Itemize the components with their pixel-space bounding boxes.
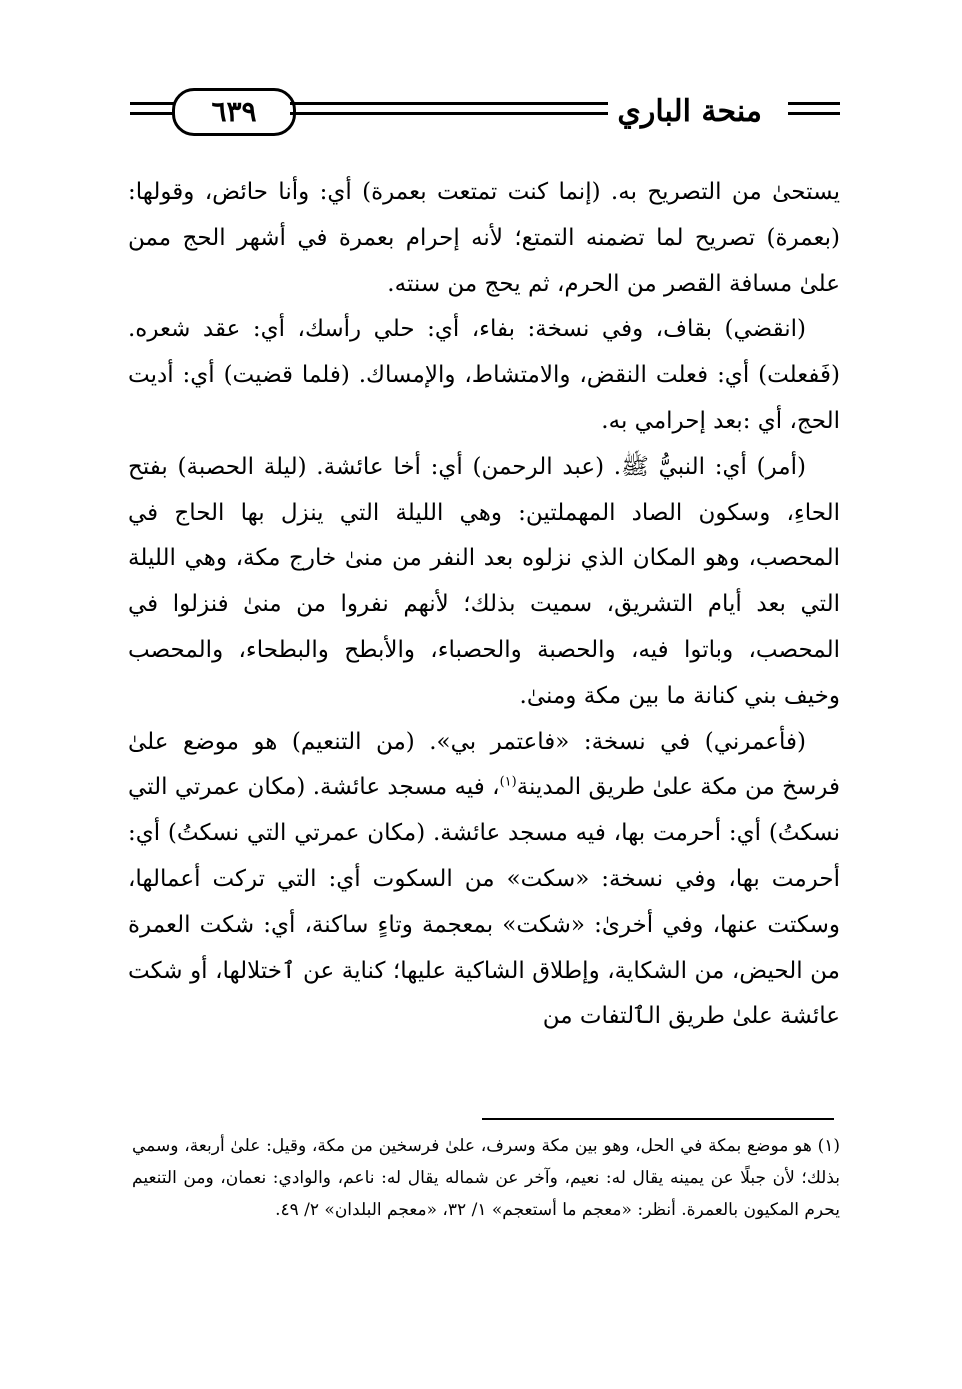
paragraph-4-part-1: (فأعمرني) في نسخة: «فاعتمر بي». (من التنعيم) هو موضع علىٰ فرسخ من مكة علىٰ طريق المدينة (128, 728, 840, 801)
paragraph-2: (انقضي) بقاف، وفي نسخة: بفاء، أي: حلي رأسك، أي: عقد شعره. (فَفعلت) أي: فعلت النقض، والامتشاط، والإمساك. (فلما قضيت) أي: أديت الحج، أي :بعد إحرامي به. (128, 316, 840, 434)
header-rule-left-outer (130, 112, 174, 115)
footnote-reference: (١) (499, 774, 517, 790)
running-header (130, 88, 840, 144)
header-rule-right (788, 102, 840, 105)
paragraph-4 (128, 720, 840, 1041)
header-rule-left-outer (130, 102, 174, 105)
header-rule-middle (290, 102, 608, 105)
paragraph-1: يستحىٰ من التصريح به. (إنما كنت تمتعت بعمرة) أي: وأنا حائض، وقولها: (بعمرة) تصريح لما تضمنه التمتع؛ لأنه إحرام بعمرة في أشهر الحج ممن علىٰ مسافة القصر من الحرم، ثم يحج من سنته. (128, 179, 840, 297)
footnote (132, 1130, 840, 1226)
footnote-separator (482, 1118, 834, 1120)
main-text (128, 170, 840, 1040)
page-number-text: ٦٣٩ (211, 95, 257, 128)
book-title: منحة الباري (617, 94, 762, 129)
header-rule-right (788, 112, 840, 115)
paragraph-4-part-2: ، فيه مسجد عائشة. (مكان عمرتي التي نسكتُ) أي: أحرمت بها، فيه مسجد عائشة. (مكان عمرتي التي نسكتُ) أي: أحرمت بها، وفي نسخة: «سكت» من السكوت أي: التي تركت أعمالها، وسكتت عنها، وفي أخرىٰ: «شكت» بمعجمة وتاءٍ ساكنة، أي: شكت العمرة من الحيض، من الشكاية، وإطلاق الشاكية عليها؛ كناية عن ٱختلالها، أو شكت عائشة علىٰ طريق الٱلتفات من (128, 774, 840, 1030)
header-rule-middle (290, 112, 608, 115)
page-number (172, 88, 296, 136)
paragraph-3: (أمر) أي: النبيُّ ﷺ. (عبد الرحمن) أي: أخا عائشة. (ليلة الحصبة) بفتح الحاءِ، وسكون الصاد المهملتين: وهي الليلة التي ينزل بها الحاج في المحصب، وهو المكان الذي نزلوه بعد النفر من منىٰ خارج مكة، وهي الليلة التي بعد أيام التشريق، سميت بذلك؛ لأنهم نفروا من منىٰ فنزلوا في المحصب، وباتوا فيه، والحصبة والحصباء، والأبطح والبطحاء، والمحصب وخيف بني كنانة ما بين مكة ومنىٰ. (128, 453, 840, 709)
footnote-text: (١) هو موضع بمكة في الحل، وهو بين مكة وسرف، علىٰ فرسخين من مكة، وقيل: علىٰ أربعة، وسمي بذلك؛ لأن جبلًا عن يمينه يقال له: نعيم، وآخر عن شماله يقال له: ناعم، والوادي: نعمان، ومن التنعيم يحرم المكيون بالعمرة. أنظر: «معجم ما أستعجم» ١/ ٣٢، «معجم البلدان» ٢/ ٤٩. (132, 1136, 840, 1220)
